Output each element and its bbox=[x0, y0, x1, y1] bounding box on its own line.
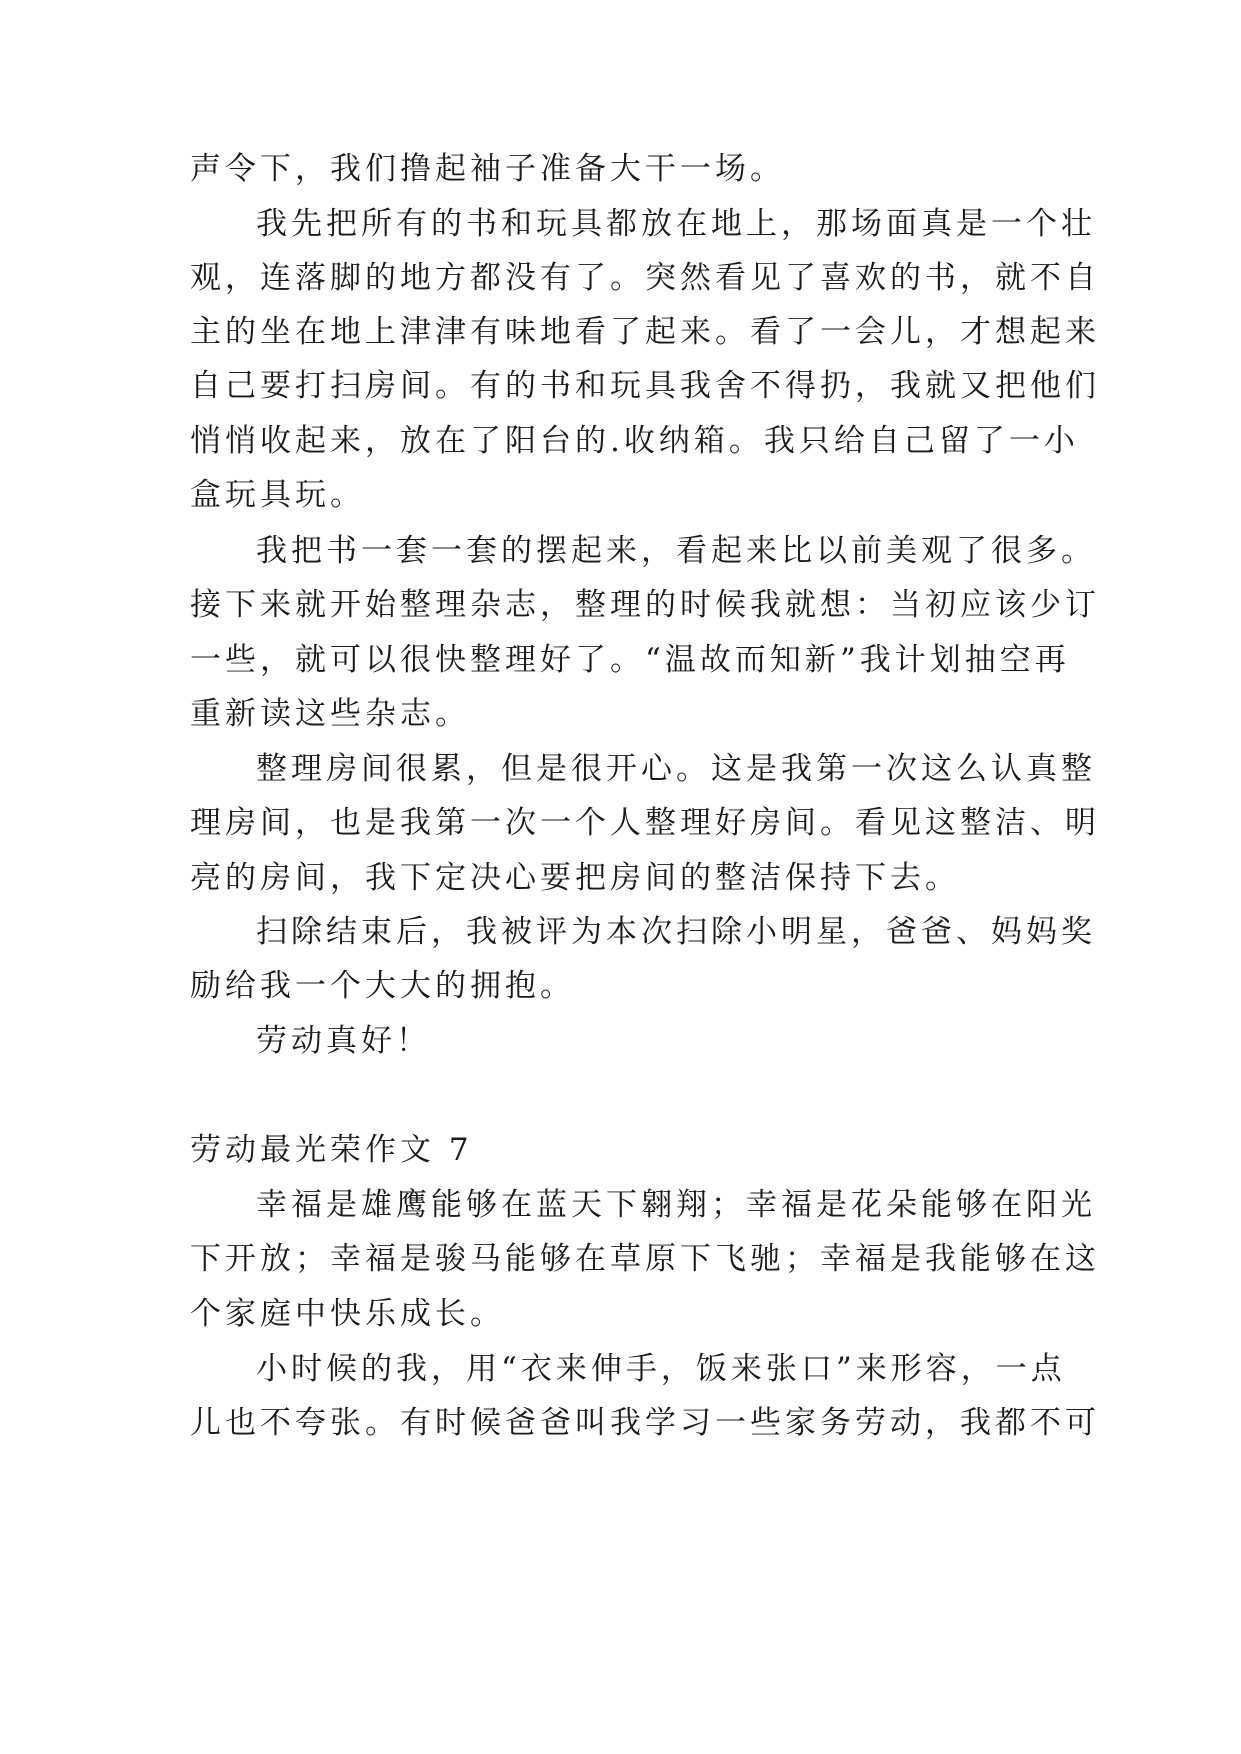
paragraph-first-line: 小时候的我，用“衣来伸手，饭来张口”来形容，一点 bbox=[256, 1351, 1066, 1387]
text-line: 自己要打扫房间。有的书和玩具我舍不得扔，我就又把他们 bbox=[190, 368, 1100, 404]
text-line: 声令下，我们撸起袖子准备大干一场。 bbox=[190, 151, 785, 187]
text-line: 观，连落脚的地方都没有了。突然看见了喜欢的书，就不自 bbox=[190, 260, 1100, 296]
paragraph-first-line: 我把书一套一套的摆起来，看起来比以前美观了很多。 bbox=[256, 533, 1096, 569]
text-line: 亮的房间，我下定决心要把房间的整洁保持下去。 bbox=[190, 860, 960, 896]
paragraph-first-line: 我先把所有的书和玩具都放在地上，那场面真是一个壮 bbox=[256, 206, 1096, 242]
text-line: 主的坐在地上津津有味地看了起来。看了一会儿，才想起来 bbox=[190, 314, 1100, 350]
section-heading: 劳动最光荣作文 7 bbox=[190, 1132, 473, 1168]
text-line: 励给我一个大大的拥抱。 bbox=[190, 968, 575, 1004]
text-line: 儿也不夸张。有时候爸爸叫我学习一些家务劳动，我都不可 bbox=[190, 1405, 1100, 1441]
paragraph-first-line: 扫除结束后，我被评为本次扫除小明星，爸爸、妈妈奖 bbox=[256, 914, 1096, 950]
text-line: 盒玩具玩。 bbox=[190, 477, 365, 513]
paragraph-first-line: 幸福是雄鹰能够在蓝天下翱翔；幸福是花朵能够在阳光 bbox=[256, 1187, 1096, 1223]
text-line: 下开放；幸福是骏马能够在草原下飞驰；幸福是我能够在这 bbox=[190, 1241, 1100, 1277]
paragraph-first-line: 劳动真好！ bbox=[256, 1023, 431, 1059]
text-line: 理房间，也是我第一次一个人整理好房间。看见这整洁、明 bbox=[190, 805, 1100, 841]
text-line: 接下来就开始整理杂志，整理的时候我就想：当初应该少订 bbox=[190, 587, 1100, 623]
text-line: 重新读这些杂志。 bbox=[190, 696, 470, 732]
text-line: 悄悄收起来，放在了阳台的.收纳箱。我只给自己留了一小 bbox=[190, 423, 1079, 459]
text-line: 个家庭中快乐成长。 bbox=[190, 1296, 505, 1332]
text-line: 一些，就可以很快整理好了。“温故而知新”我计划抽空再 bbox=[190, 642, 1070, 678]
paragraph-first-line: 整理房间很累，但是很开心。这是我第一次这么认真整 bbox=[256, 751, 1096, 787]
